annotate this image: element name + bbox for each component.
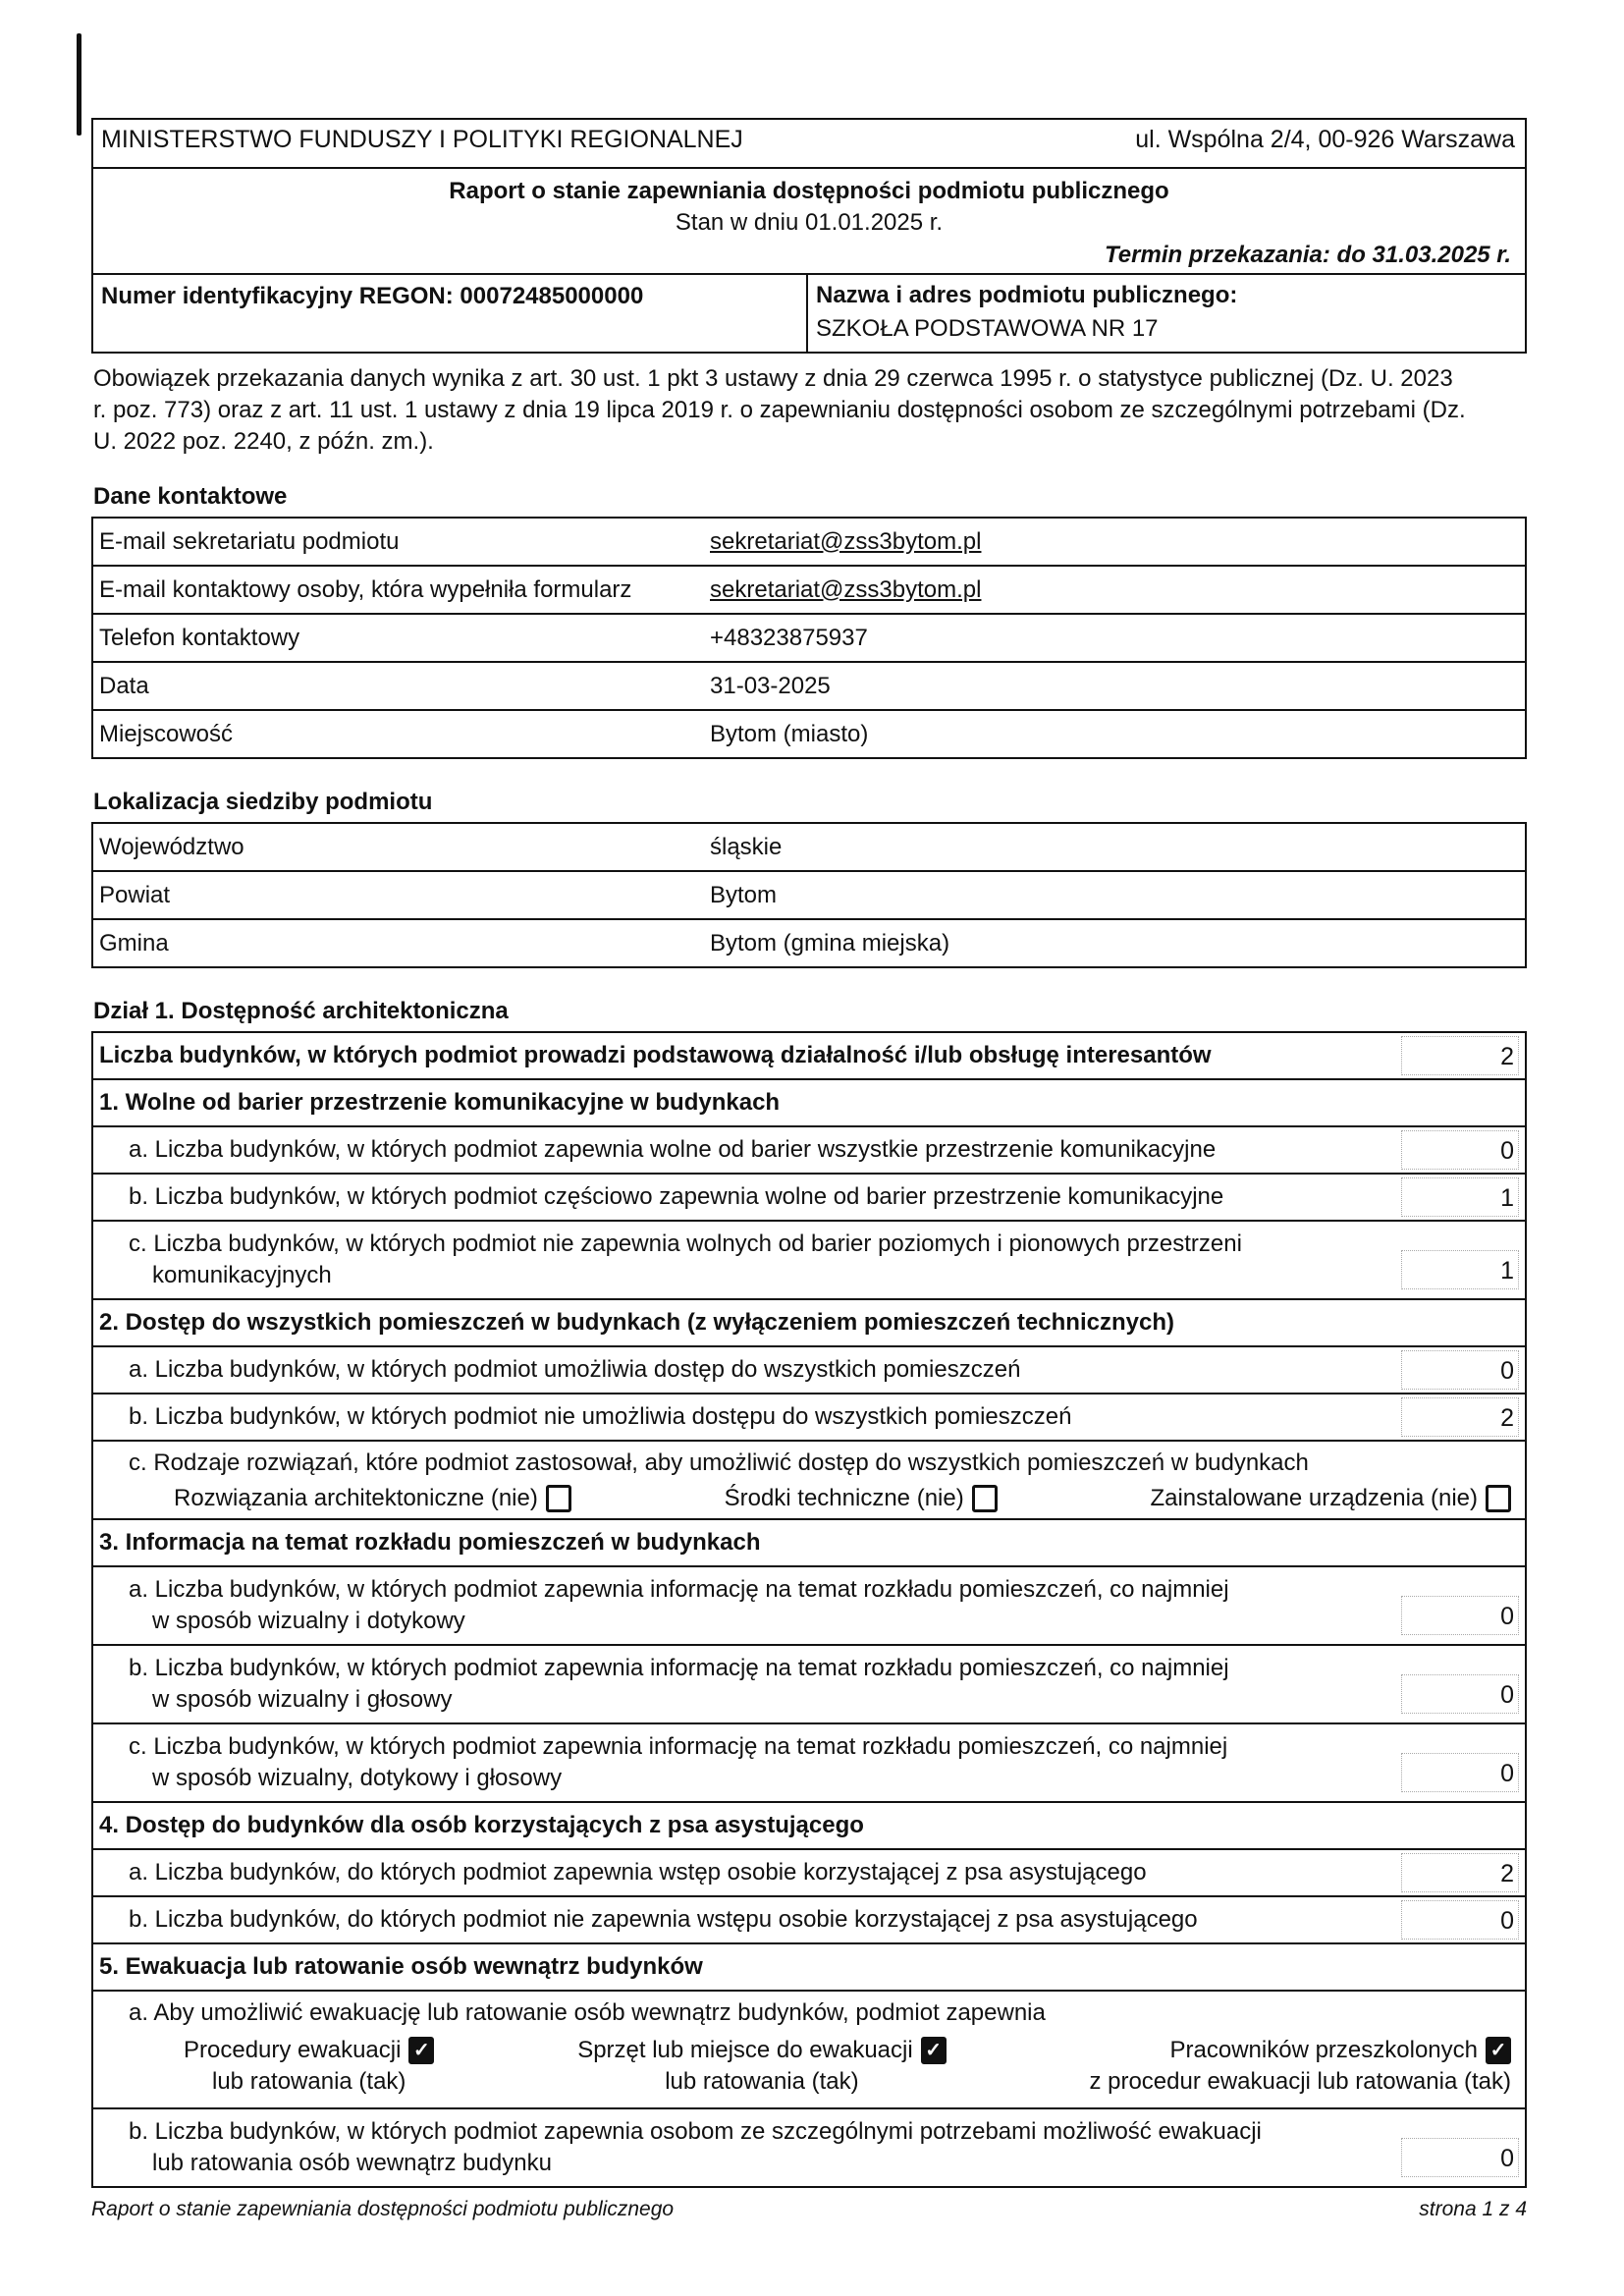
question-row-options — [93, 1440, 1525, 1518]
question-label: b. Liczba budynków, w których podmiot częściowo zapewnia wolne od barier przestrzenie komunikacyjne — [129, 1183, 1224, 1210]
checked-checkbox-icon[interactable]: ✓ — [408, 2037, 434, 2064]
group-4-title: 4. Dostęp do budynków dla osób korzystających z psa asystującego — [99, 1812, 864, 1838]
deadline: Termin przekazania: do 31.03.2025 r. — [1105, 242, 1511, 268]
entity-name: SZKOŁA PODSTAWOWA NR 17 — [816, 315, 1159, 342]
question-row-options — [93, 1990, 1525, 2107]
location-title: Lokalizacja siedziby podmiotu — [93, 789, 433, 815]
question-value: 0 — [1401, 1753, 1519, 1792]
contact-label: Miejscowość — [99, 720, 234, 747]
question-row — [93, 1345, 1525, 1393]
contact-row — [93, 661, 1525, 709]
entity-label: Nazwa i adres podmiotu publicznego: — [816, 282, 1238, 308]
option-label-line2: lub ratowania (tak) — [212, 2068, 406, 2095]
question-label — [93, 2110, 1401, 2185]
option-label: Rozwiązania architektoniczne (nie) — [174, 1485, 538, 1511]
option-devices — [1150, 1485, 1511, 1512]
option-label-line2: lub ratowania (tak) — [665, 2068, 859, 2095]
contact-value: +48323875937 — [710, 624, 868, 651]
contact-label: Telefon kontaktowy — [99, 624, 300, 651]
regon: Numer identyfikacyjny REGON: 00072485000000 — [93, 275, 808, 352]
option-label: Procedury ewakuacji — [184, 2037, 402, 2063]
location-label: Powiat — [99, 881, 171, 908]
page-number: strona 1 z 4 — [1419, 2198, 1527, 2220]
question-row — [93, 1393, 1525, 1440]
location-value: Bytom (gmina miejska) — [710, 929, 950, 957]
option-technical — [725, 1485, 998, 1512]
ministry-name: MINISTERSTWO FUNDUSZY I POLITYKI REGIONALNEJ — [101, 126, 743, 153]
header-ministry-row — [93, 120, 1525, 167]
header-title-row — [93, 167, 1525, 273]
contact-title: Dane kontaktowe — [93, 483, 288, 510]
question-row — [93, 1722, 1525, 1801]
contact-row — [93, 519, 1525, 565]
scan-mark — [77, 33, 81, 136]
group-2-title: 2. Dostęp do wszystkich pomieszczeń w budynkach (z wyłączeniem pomieszczeń technicznych) — [99, 1309, 1174, 1336]
page-footer — [91, 2186, 1527, 2221]
question-label: a. Liczba budynków, do których podmiot zapewnia wstęp osobie korzystającej z psa asystującego — [129, 1859, 1147, 1886]
contact-label: E-mail sekretariatu podmiotu — [99, 527, 400, 555]
contact-table — [91, 517, 1527, 759]
checked-checkbox-icon[interactable]: ✓ — [1486, 2037, 1511, 2064]
question-value: 0 — [1401, 1900, 1519, 1940]
group-5-title: 5. Ewakuacja lub ratowanie osób wewnątrz budynków — [99, 1953, 703, 1980]
total-buildings-row — [93, 1033, 1525, 1078]
legal-note: Obowiązek przekazania danych wynika z art. 30 ust. 1 pkt 3 ustawy z dnia 29 czerwca 1995 r. o statystyce publicznej (Dz. U. 2023 r. poz. 773) oraz z art. 11 ust. 1 ustawy z dnia 19 lipca 2019 r. o zapewnianiu dostępności osobom ze szczególnymi potrzebami (Dz. U. 2022 poz. 2240, z późn. zm.). — [93, 365, 1466, 455]
question-label-line1: b. Liczba budynków, w których podmiot zapewnia osobom ze szczególnymi potrzebami możliwość ewakuacji — [129, 2118, 1262, 2145]
report-title: Raport o stanie zapewniania dostępności podmiotu publicznego — [449, 178, 1169, 204]
section1-table — [91, 1031, 1527, 2188]
group-1-title: 1. Wolne od barier przestrzenie komunikacyjne w budynkach — [99, 1089, 781, 1116]
solutions-options — [93, 1485, 1525, 1518]
location-row — [93, 918, 1525, 966]
entity-info — [808, 275, 1525, 352]
group-4-header — [93, 1801, 1525, 1848]
question-value: 2 — [1401, 1853, 1519, 1892]
question-label: a. Aby umożliwić ewakuację lub ratowanie osób wewnątrz budynków, podmiot zapewnia — [129, 1999, 1046, 2026]
contact-label: E-mail kontaktowy osoby, która wypełniła formularz — [99, 575, 632, 603]
footer-title: Raport o stanie zapewniania dostępności podmiotu publicznego — [91, 2198, 675, 2220]
question-value: 0 — [1401, 1350, 1519, 1390]
section1-title: Dział 1. Dostępność architektoniczna — [93, 998, 509, 1024]
question-label: b. Liczba budynków, w których podmiot nie umożliwia dostępu do wszystkich pomieszczeń — [129, 1403, 1072, 1430]
question-label — [93, 1223, 1401, 1297]
email-link[interactable]: sekretariat@zss3bytom.pl — [710, 527, 982, 555]
question-row — [93, 2107, 1525, 2186]
option-trained-staff — [1089, 2035, 1511, 2098]
question-label: c. Rodzaje rozwiązań, które podmiot zastosował, aby umożliwić dostęp do wszystkich pomieszczeń w budynkach — [129, 1449, 1309, 1476]
question-label-line2: w sposób wizualny i dotykowy — [152, 1608, 465, 1634]
question-value: 0 — [1401, 1130, 1519, 1170]
option-label: Środki techniczne (nie) — [724, 1485, 964, 1511]
unchecked-checkbox-icon[interactable] — [1486, 1485, 1511, 1512]
group-3-header — [93, 1518, 1525, 1565]
question-label — [93, 1568, 1401, 1643]
group-3-title: 3. Informacja na temat rozkładu pomieszczeń w budynkach — [99, 1529, 761, 1556]
location-value: Bytom — [710, 881, 778, 908]
evacuation-options — [93, 2035, 1525, 2107]
question-label-line2: w sposób wizualny i głosowy — [152, 1686, 453, 1713]
option-label: Zainstalowane urządzenia (nie) — [1150, 1485, 1478, 1511]
question-label: a. Liczba budynków, w których podmiot zapewnia wolne od barier wszystkie przestrzenie komunikacyjne — [129, 1136, 1217, 1163]
state-date: Stan w dniu 01.01.2025 r. — [675, 209, 944, 236]
unchecked-checkbox-icon[interactable] — [546, 1485, 571, 1512]
location-row — [93, 870, 1525, 918]
question-value: 2 — [1401, 1397, 1519, 1437]
group-5-header — [93, 1942, 1525, 1990]
group-1-header — [93, 1078, 1525, 1125]
unchecked-checkbox-icon[interactable] — [972, 1485, 998, 1512]
question-label — [93, 1647, 1401, 1722]
location-value: śląskie — [710, 833, 783, 860]
email-link[interactable]: sekretariat@zss3bytom.pl — [710, 575, 982, 603]
contact-row — [93, 565, 1525, 613]
location-row — [93, 824, 1525, 870]
contact-value: 31-03-2025 — [710, 672, 831, 699]
group-2-header — [93, 1298, 1525, 1345]
contact-row — [93, 709, 1525, 757]
header-box — [91, 118, 1527, 354]
question-label: a. Liczba budynków, w których podmiot umożliwia dostęp do wszystkich pomieszczeń — [129, 1356, 1021, 1383]
total-buildings-label: Liczba budynków, w których podmiot prowadzi podstawową działalność i/lub obsługę interesantów — [99, 1042, 1212, 1068]
question-label-line2: lub ratowania osób wewnątrz budynku — [152, 2150, 552, 2176]
location-label: Gmina — [99, 929, 169, 957]
header-entity-row — [93, 273, 1525, 352]
location-table — [91, 822, 1527, 968]
question-label-line1: b. Liczba budynków, w których podmiot zapewnia informację na temat rozkładu pomieszczeń, co najmniej — [129, 1655, 1229, 1681]
question-row — [93, 1848, 1525, 1895]
question-row — [93, 1220, 1525, 1298]
question-value: 0 — [1401, 1674, 1519, 1714]
question-label — [93, 1725, 1401, 1800]
report-page — [91, 118, 1527, 2188]
question-row — [93, 1125, 1525, 1173]
question-label-line1: c. Liczba budynków, w których podmiot zapewnia informację na temat rozkładu pomieszczeń, co najmniej — [129, 1733, 1228, 1760]
question-value: 0 — [1401, 1596, 1519, 1635]
total-buildings-value: 2 — [1401, 1036, 1519, 1075]
question-row — [93, 1565, 1525, 1644]
question-row — [93, 1173, 1525, 1220]
question-label: b. Liczba budynków, do których podmiot nie zapewnia wstępu osobie korzystającej z psa asystującego — [129, 1906, 1198, 1933]
option-label: Pracowników przeszkolonych — [1169, 2037, 1478, 2063]
option-procedures — [184, 2035, 434, 2098]
option-equipment — [577, 2035, 947, 2098]
question-row — [93, 1895, 1525, 1942]
contact-value: Bytom (miasto) — [710, 720, 869, 747]
question-value: 0 — [1401, 2138, 1519, 2177]
location-label: Województwo — [99, 833, 244, 860]
option-label: Sprzęt lub miejsce do ewakuacji — [577, 2037, 913, 2063]
contact-row — [93, 613, 1525, 661]
question-label-line1: c. Liczba budynków, w których podmiot nie zapewnia wolnych od barier poziomych i pionowych przestrzeni — [129, 1230, 1242, 1257]
option-label-line2: z procedur ewakuacji lub ratowania (tak) — [1089, 2068, 1511, 2095]
question-row — [93, 1644, 1525, 1722]
question-label-line2: komunikacyjnych — [152, 1262, 332, 1288]
question-value: 1 — [1401, 1177, 1519, 1217]
question-label-line2: w sposób wizualny, dotykowy i głosowy — [152, 1765, 563, 1791]
question-value: 1 — [1401, 1250, 1519, 1289]
contact-label: Data — [99, 672, 149, 699]
option-architectural — [174, 1485, 571, 1512]
question-label-line1: a. Liczba budynków, w których podmiot zapewnia informację na temat rozkładu pomieszczeń, co najmniej — [129, 1576, 1229, 1603]
ministry-address: ul. Wspólna 2/4, 00-926 Warszawa — [1135, 126, 1515, 153]
checked-checkbox-icon[interactable]: ✓ — [921, 2037, 947, 2064]
